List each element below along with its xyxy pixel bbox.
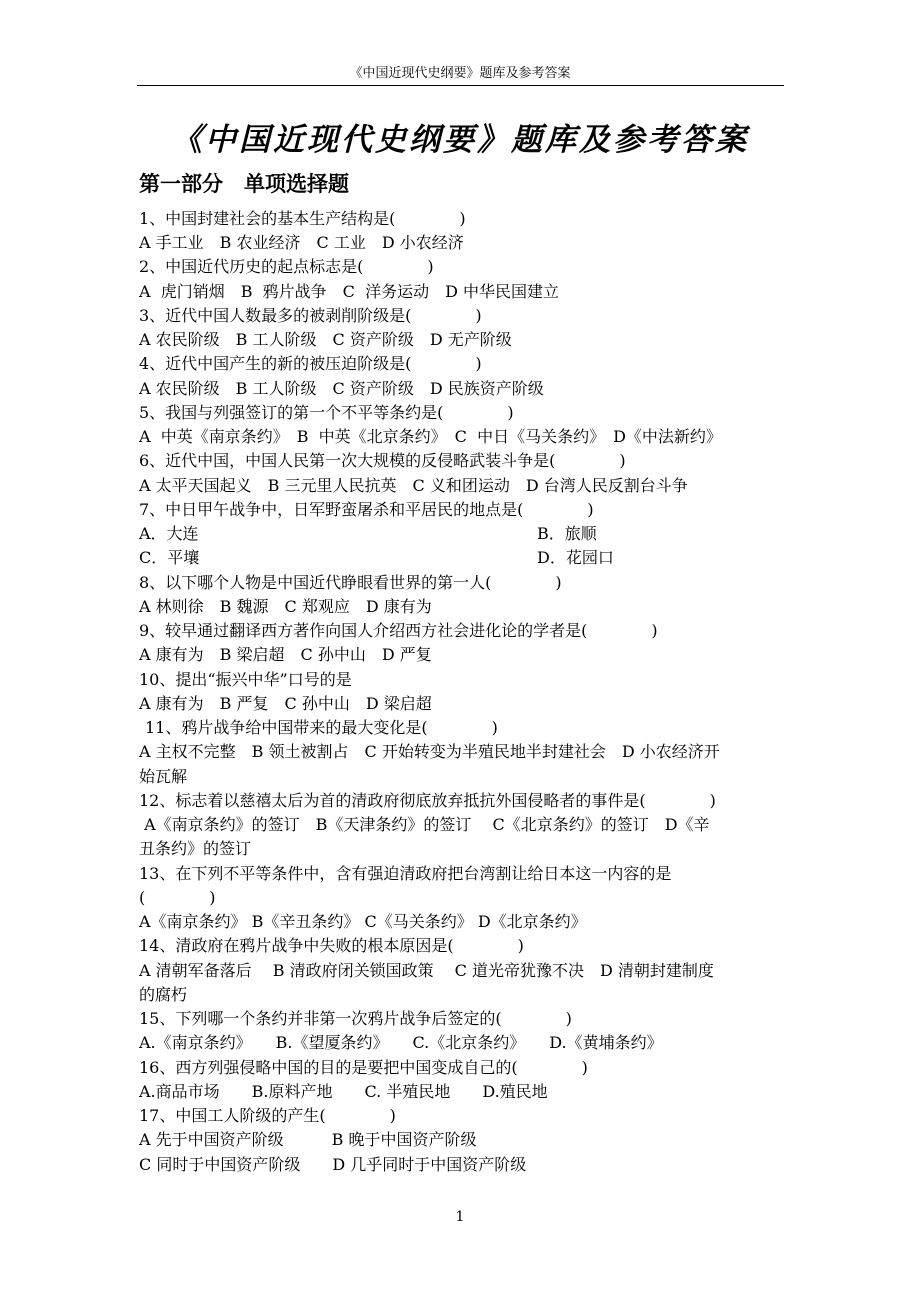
question-3: 3、近代中国人数最多的被剥削阶级是( ) xyxy=(139,306,482,325)
options-14-cont: 的腐朽 xyxy=(139,985,188,1004)
question-13: 13、在下列不平等条件中，含有强迫清政府把台湾割让给日本这一内容的是 xyxy=(139,864,672,883)
options-13: A《南京条约》 B《辛丑条约》 C《马关条约》 D《北京条约》 xyxy=(139,912,587,931)
options-3: A 农民阶级 B 工人阶级 C 资产阶级 D 无产阶级 xyxy=(139,330,512,349)
options-12-cont: 丑条约》的签订 xyxy=(139,839,252,858)
question-1: 1、中国封建社会的基本生产结构是( ) xyxy=(139,209,466,228)
page-number: 1 xyxy=(455,1209,465,1225)
question-10: 10、提出“振兴中华”口号的是 xyxy=(139,670,352,689)
options-12: A《南京条约》的签订 B《天津条约》的签订 C《北京条约》的签订 D《辛 xyxy=(139,815,710,834)
options-10: A 康有为 B 严复 C 孙中山 D 梁启超 xyxy=(139,694,432,713)
options-11: A 主权不完整 B 领土被割占 C 开始转变为半殖民地半封建社会 D 小农经济开 xyxy=(139,742,720,761)
options-17-cd: C 同时于中国资产阶级 D 几乎同时于中国资产阶级 xyxy=(139,1155,527,1174)
options-4: A 农民阶级 B 工人阶级 C 资产阶级 D 民族资产阶级 xyxy=(139,379,544,398)
section-heading: 第一部分 单项选择题 xyxy=(139,172,349,196)
option-7c: C．平壤 xyxy=(139,548,200,567)
question-11: 11、鸦片战争给中国带来的最大变化是( ) xyxy=(145,718,498,737)
options-16: A.商品市场 B.原料产地 C. 半殖民地 D.殖民地 xyxy=(139,1082,548,1101)
question-16: 16、西方列强侵略中国的目的是要把中国变成自己的( ) xyxy=(139,1058,588,1077)
header-rule xyxy=(137,85,784,86)
question-12: 12、标志着以慈禧太后为首的清政府彻底放弃抵抗外国侵略者的事件是( ) xyxy=(139,791,716,810)
question-2: 2、中国近代历史的起点标志是( ) xyxy=(139,257,434,276)
question-5: 5、我国与列强签订的第一个不平等条约是( ) xyxy=(139,403,514,422)
question-14: 14、清政府在鸦片战争中失败的根本原因是( ) xyxy=(139,936,524,955)
question-13-cont: ( ) xyxy=(139,888,216,907)
option-7a: A．大连 xyxy=(139,524,199,543)
running-header-title: 《中国近现代史纲要》题库及参考答案 xyxy=(349,66,571,81)
options-5: A 中英《南京条约》 B 中英《北京条约》 C 中日《马关条约》 D《中法新约》 xyxy=(139,427,722,446)
document-title: 《中国近现代史纲要》题库及参考答案 xyxy=(171,122,749,158)
question-9: 9、较早通过翻译西方著作向国人介绍西方社会进化论的学者是( ) xyxy=(139,621,658,640)
question-7: 7、中日甲午战争中，日军野蛮屠杀和平居民的地点是( ) xyxy=(139,500,594,519)
options-15: A.《南京条约》 B.《望厦条约》 C.《北京条约》 D.《黄埔条约》 xyxy=(139,1033,663,1052)
options-17-ab: A 先于中国资产阶级 B 晚于中国资产阶级 xyxy=(139,1130,477,1149)
options-9: A 康有为 B 梁启超 C 孙中山 D 严复 xyxy=(139,645,432,664)
question-8: 8、以下哪个人物是中国近代睁眼看世界的第一人( ) xyxy=(139,573,562,592)
options-11-cont: 始瓦解 xyxy=(139,767,188,786)
question-17: 17、中国工人阶级的产生( ) xyxy=(139,1106,396,1125)
options-8: A 林则徐 B 魏源 C 郑观应 D 康有为 xyxy=(139,597,432,616)
option-7b: B．旅顺 xyxy=(537,524,597,543)
question-4: 4、近代中国产生的新的被压迫阶级是( ) xyxy=(139,354,482,373)
question-6: 6、近代中国，中国人民第一次大规模的反侵略武装斗争是( ) xyxy=(139,451,626,470)
options-14: A 清朝军备落后 B 清政府闭关锁国政策 C 道光帝犹豫不决 D 清朝封建制度 xyxy=(139,961,714,980)
option-7d: D．花园口 xyxy=(537,548,614,567)
question-15: 15、下列哪一个条约并非第一次鸦片战争后签定的( ) xyxy=(139,1009,572,1028)
options-1: A 手工业 B 农业经济 C 工业 D 小农经济 xyxy=(139,233,464,252)
options-2: A 虎门销烟 B 鸦片战争 C 洋务运动 D 中华民国建立 xyxy=(139,282,559,301)
options-6: A 太平天国起义 B 三元里人民抗英 C 义和团运动 D 台湾人民反割台斗争 xyxy=(139,476,688,495)
